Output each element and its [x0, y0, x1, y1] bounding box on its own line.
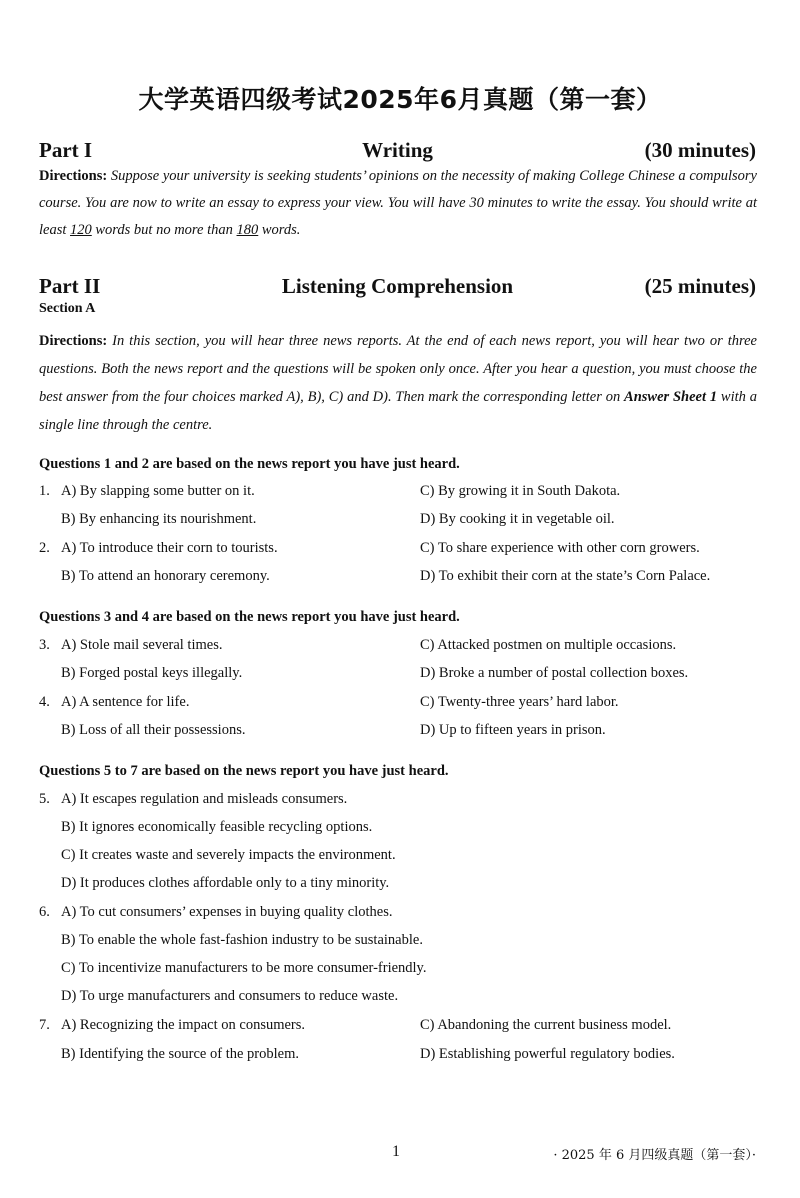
- question-number: 1.: [39, 483, 50, 499]
- question-number: 7.: [39, 1017, 50, 1033]
- question-5-option-d: [39, 875, 759, 897]
- option-b: B) Loss of all their possessions.: [61, 722, 246, 738]
- option-d: D) Broke a number of postal collection boxes.: [420, 665, 689, 681]
- part2-number: Part II: [39, 274, 101, 298]
- option-b: B) To enable the whole fast-fashion industry to be sustainable.: [61, 932, 423, 948]
- option-b: B) By enhancing its nourishment.: [61, 511, 257, 527]
- part2-time: (25 minutes): [644, 274, 756, 298]
- option-d: D) Establishing powerful regulatory bodies.: [420, 1046, 675, 1062]
- option-d: D) Up to fifteen years in prison.: [420, 722, 606, 738]
- part2-directions: [39, 327, 757, 439]
- option-c: C) Twenty-three years’ hard labor.: [420, 694, 619, 710]
- option-a: A) It escapes regulation and misleads consumers.: [61, 791, 348, 807]
- option-c: C) To incentivize manufacturers to be more consumer-friendly.: [61, 960, 427, 976]
- max-words: 180: [236, 222, 259, 238]
- page-number: 1: [392, 1143, 400, 1160]
- question-6: [39, 904, 759, 926]
- part1-name: Writing: [362, 138, 433, 162]
- question-5-option-b: [39, 819, 759, 841]
- question-group-heading: Questions 1 and 2 are based on the news report you have just heard.: [39, 456, 460, 472]
- min-words: 120: [70, 222, 92, 238]
- option-b: B) It ignores economically feasible recycling options.: [61, 819, 373, 835]
- question-number: 5.: [39, 791, 50, 807]
- option-c: C) To share experience with other corn growers.: [420, 540, 700, 556]
- option-a: A) To introduce their corn to tourists.: [61, 540, 278, 556]
- question-5-option-c: [39, 847, 759, 869]
- option-d: D) By cooking it in vegetable oil.: [420, 511, 615, 527]
- part1-directions-mid: words but no more than: [91, 222, 237, 238]
- option-b: B) Identifying the source of the problem.: [61, 1046, 299, 1062]
- question-7: [39, 1017, 759, 1039]
- option-a: A) To cut consumers’ expenses in buying quality clothes.: [61, 904, 393, 920]
- section-a-label: Section A: [39, 301, 96, 316]
- part1-directions-end: words.: [258, 222, 301, 238]
- question-2: [39, 540, 759, 562]
- option-a: A) By slapping some butter on it.: [61, 483, 255, 499]
- question-3: [39, 637, 759, 659]
- question-5: [39, 791, 759, 813]
- question-number: 4.: [39, 694, 50, 710]
- part2-directions-text: In this section, you will hear three news reports. At the end of each news report, you will hear two or three questions. Both the news report and the questions will be spoken only once. After you hear a question, you must choose the best answer from the four choices marked A), B), C) and D). Then mark the corresponding letter on: [39, 333, 757, 405]
- question-7-row2: [39, 1046, 759, 1068]
- part2-directions-end: with a single line through the centre.: [39, 389, 757, 433]
- option-c: C) Abandoning the current business model.: [420, 1017, 672, 1033]
- option-d: D) To urge manufacturers and consumers to reduce waste.: [61, 988, 399, 1004]
- question-1: [39, 483, 759, 505]
- part1-directions-text: Suppose your university is seeking students’ opinions on the necessity of making College Chinese a compulsory course. You are now to write an essay to express your view. You will have 30 minutes to write the essay. You should write at least: [39, 168, 757, 238]
- part1-time: (30 minutes): [644, 138, 756, 162]
- part1-number: Part I: [39, 138, 93, 162]
- question-6-option-c: [39, 960, 759, 982]
- page-title: 大学英语四级考试2025年6月真题（第一套）: [138, 85, 662, 114]
- part1-header: [39, 138, 756, 166]
- question-6-option-b: [39, 932, 759, 954]
- question-number: 2.: [39, 540, 50, 556]
- question-group-heading: Questions 5 to 7 are based on the news report you have just heard.: [39, 763, 449, 779]
- question-2-row2: [39, 568, 759, 590]
- part1-directions: [39, 163, 757, 244]
- option-b: B) Forged postal keys illegally.: [61, 665, 243, 681]
- option-b: B) To attend an honorary ceremony.: [61, 568, 270, 584]
- option-a: A) Stole mail several times.: [61, 637, 223, 653]
- question-4: [39, 694, 759, 716]
- question-4-row2: [39, 722, 759, 744]
- option-d: D) To exhibit their corn at the state’s Corn Palace.: [420, 568, 711, 584]
- part2-header: [39, 274, 756, 302]
- footer-label: · 2025 年 6 月四级真题（第一套）·: [553, 1148, 756, 1163]
- option-a: A) A sentence for life.: [61, 694, 190, 710]
- question-number: 6.: [39, 904, 50, 920]
- option-c: C) By growing it in South Dakota.: [420, 483, 621, 499]
- option-a: A) Recognizing the impact on consumers.: [61, 1017, 306, 1033]
- part1-directions-label: Directions:: [39, 168, 108, 184]
- question-group-heading: Questions 3 and 4 are based on the news report you have just heard.: [39, 609, 460, 625]
- answer-sheet-label: Answer Sheet 1: [624, 389, 718, 405]
- question-1-row2: [39, 511, 759, 533]
- question-6-option-d: [39, 988, 759, 1010]
- option-d: D) It produces clothes affordable only to a tiny minority.: [61, 875, 390, 891]
- option-c: C) Attacked postmen on multiple occasions.: [420, 637, 677, 653]
- part2-name: Listening Comprehension: [281, 274, 514, 298]
- option-c: C) It creates waste and severely impacts the environment.: [61, 847, 396, 863]
- question-number: 3.: [39, 637, 50, 653]
- part2-directions-label: Directions:: [39, 333, 108, 349]
- question-3-row2: [39, 665, 759, 687]
